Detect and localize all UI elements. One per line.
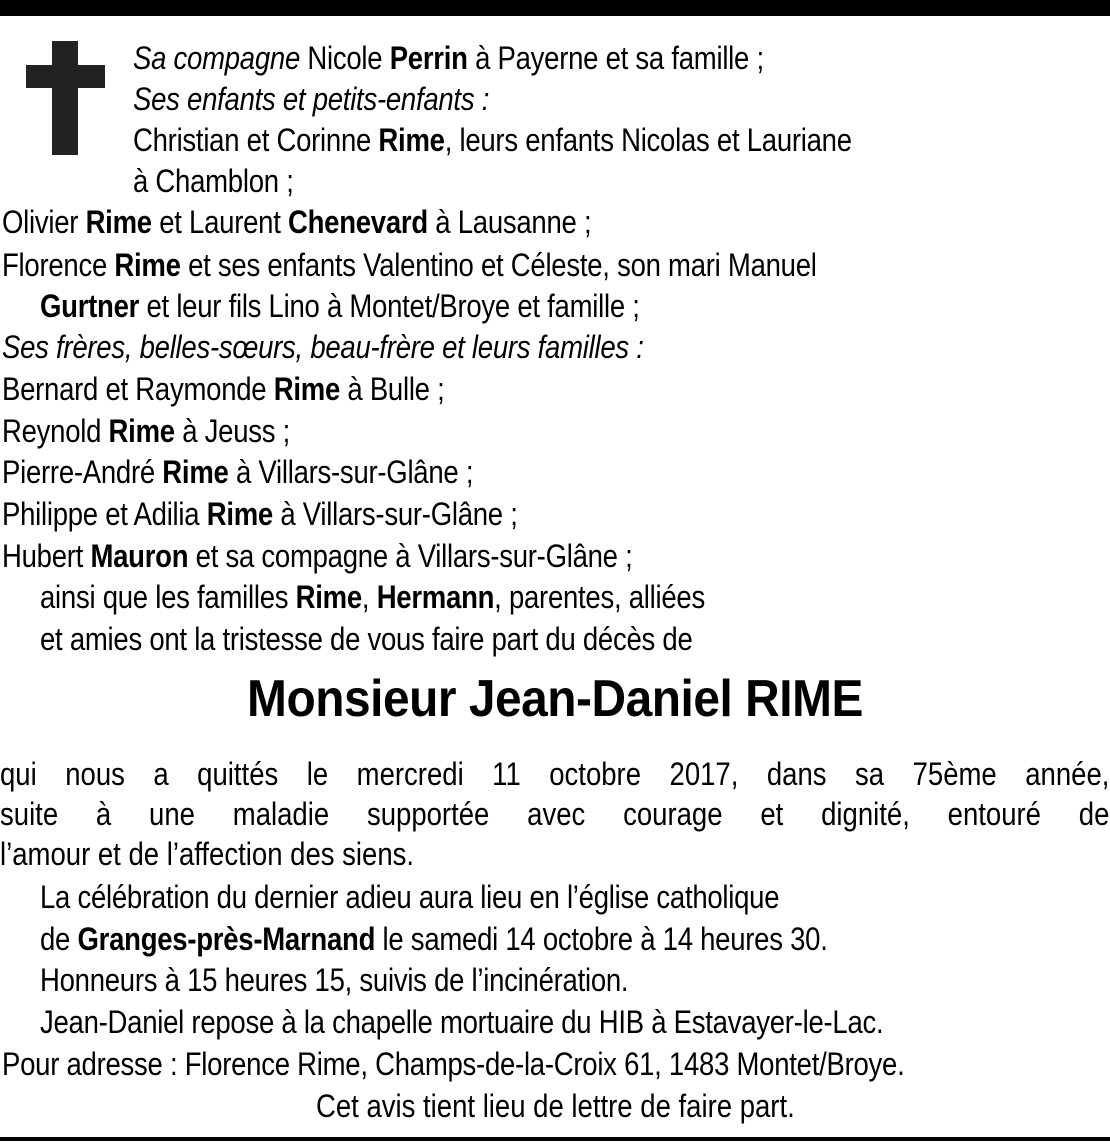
address-line: Pour adresse : Florence Rime, Champs-de-la-Croix 61, 1483 Montet/Broye. <box>2 1046 905 1082</box>
notice-line-3: Christian et Corinne Rime, leurs enfants Nicolas et Lauriane <box>133 122 852 158</box>
ceremony-line-1: La célébration du dernier adieu aura lieu en l’église catholique <box>40 879 780 915</box>
notice-line-9: Bernard et Raymonde Rime à Bulle ; <box>2 371 445 407</box>
notice-line-12: Philippe et Adilia Rime à Villars-sur-Glâne ; <box>2 496 518 532</box>
notice-line-8: Ses frères, belles-sœurs, beau-frère et leurs familles : <box>2 329 644 365</box>
notice-line-15: et amies ont la tristesse de vous faire part du décès de <box>40 621 693 657</box>
notice-line-10: Reynold Rime à Jeuss ; <box>2 413 291 449</box>
ceremony-line-4: Jean-Daniel repose à la chapelle mortuaire du HIB à Estavayer-le-Lac. <box>40 1004 884 1040</box>
bottom-rule <box>0 1137 1110 1141</box>
notice-line-7: Gurtner et leur fils Lino à Montet/Broye et famille ; <box>40 288 640 324</box>
top-rule <box>0 0 1110 16</box>
ceremony-line-3: Honneurs à 15 heures 15, suivis de l’incinération. <box>40 962 629 998</box>
notice-line-5: Olivier Rime et Laurent Chenevard à Lausanne ; <box>2 204 592 240</box>
notice-body-line-1: qui nous a quittés le mercredi 11 octobre 2017, dans sa 75ème année, <box>0 756 1110 792</box>
notice-body-line-3: l’amour et de l’affection des siens. <box>0 836 415 872</box>
notice-line-2: Ses enfants et petits-enfants : <box>133 81 490 117</box>
ceremony-line-2: de Granges-près-Marnand le samedi 14 octobre à 14 heures 30. <box>40 921 828 957</box>
notice-line-1: Sa compagne Nicole Perrin à Payerne et sa famille ; <box>133 40 764 76</box>
notice-line-14: ainsi que les familles Rime, Hermann, parentes, alliées <box>40 579 705 615</box>
deceased-name-heading: Monsieur Jean-Daniel RIME <box>247 670 863 728</box>
notice-line-13: Hubert Mauron et sa compagne à Villars-sur-Glâne ; <box>2 538 633 574</box>
notice-line-4: à Chamblon ; <box>133 163 294 199</box>
notice-line-6: Florence Rime et ses enfants Valentino et Céleste, son mari Manuel <box>2 247 817 283</box>
notice-body-line-2: suite à une maladie supportée avec courage et dignité, entouré de <box>0 796 1110 832</box>
notice-paragraph <box>0 754 1110 874</box>
closing-line: Cet avis tient lieu de lettre de faire part. <box>315 1088 795 1124</box>
notice-line-11: Pierre-André Rime à Villars-sur-Glâne ; <box>2 454 474 490</box>
